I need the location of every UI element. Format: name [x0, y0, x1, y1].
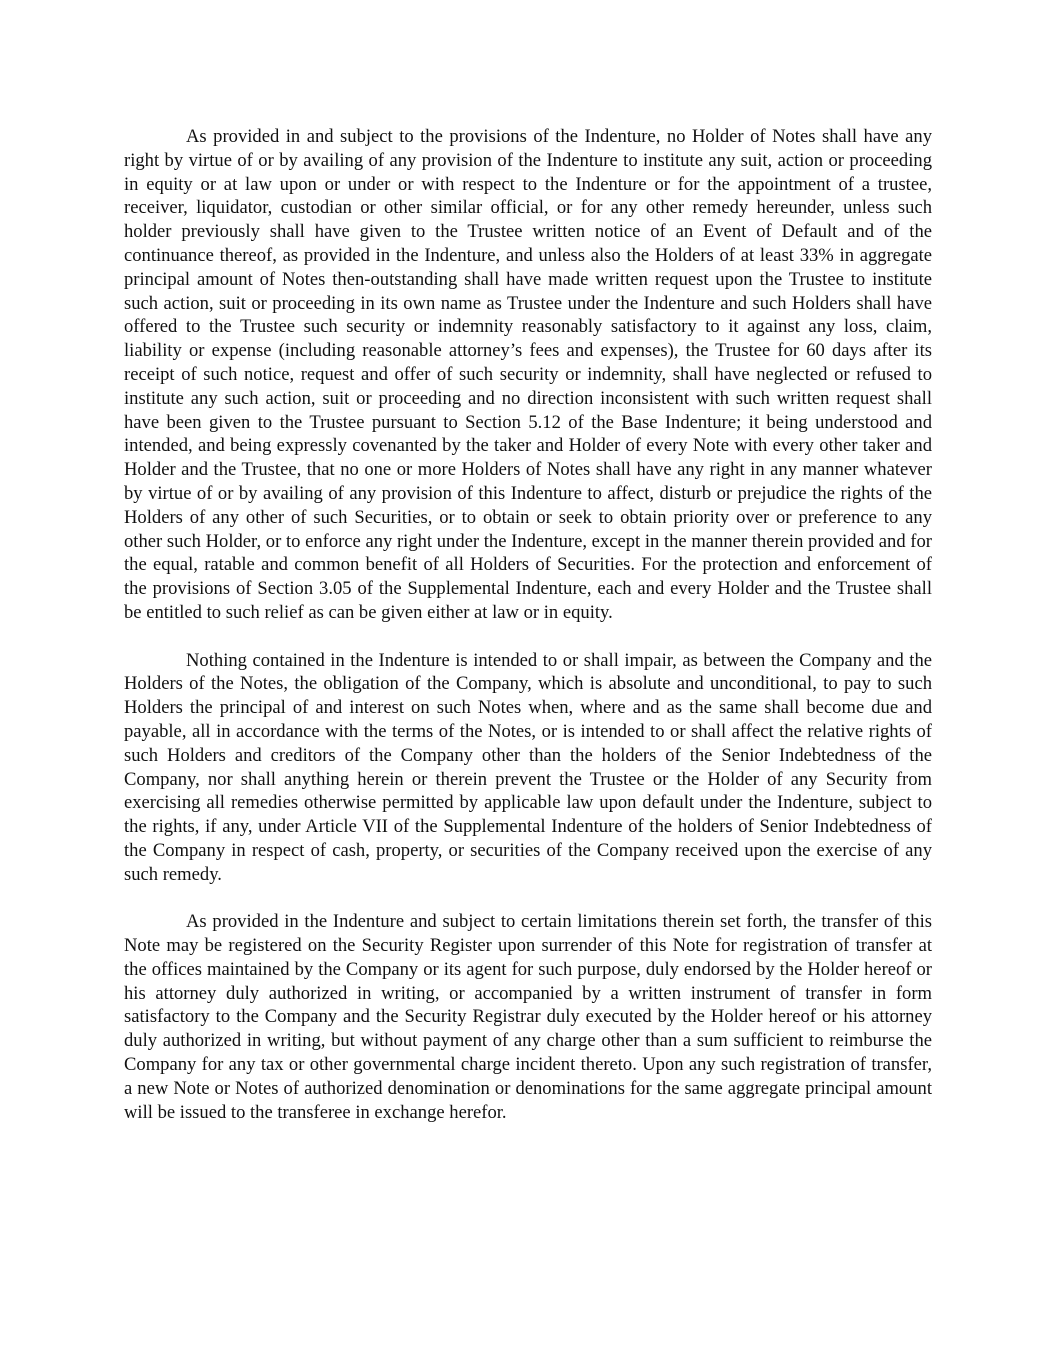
- paragraph-holder-rights: As provided in and subject to the provisions of the Indenture, no Holder of Notes shall have any right by virtue of or by availing of any provision of the Indenture to institute any suit, action or proceeding in equity or at law upon or under or with respect to the Indenture or for the appointment of a trustee, receiver, liquidator, custodian or other similar official, or for any other remedy hereunder, unless such holder previously shall have given to the Trustee written notice of an Event of Default and of the continuance thereof, as provided in the Indenture, and unless also the Holders of at least 33% in aggregate principal amount of Notes then-outstanding shall have made written request upon the Trustee to institute such action, suit or proceeding in its own name as Trustee under the Indenture and such Holders shall have offered to the Trustee such security or indemnity reasonably satisfactory to it against any loss, claim, liability or expense (including reasonable attorney’s fees and expenses), the Trustee for 60 days after its receipt of such notice, request and offer of such security or indemnity, shall have neglected or refused to institute any such action, suit or proceeding and no direction inconsistent with such written request shall have been given to the Trustee pursuant to Section 5.12 of the Base Indenture; it being understood and intended, and being expressly covenanted by the taker and Holder of every Note with every other taker and Holder and the Trustee, that no one or more Holders of Notes shall have any right in any manner whatever by virtue of or by availing of any provision of this Indenture to affect, disturb or prejudice the rights of the Holders of any other of such Securities, or to obtain or seek to obtain priority over or preference to any other such Holder, or to enforce any right under the Indenture, except in the manner therein provided and for the equal, ratable and common benefit of all Holders of Securities. For the protection and enforcement of the provisions of Section 3.05 of the Supplemental Indenture, each and every Holder and the Trustee shall be entitled to such relief as can be given either at law or in equity.: [124, 126, 932, 623]
- paragraph-transfer-registration: As provided in the Indenture and subject to certain limitations therein set forth, the transfer of this Note may be registered on the Security Register upon surrender of this Note for registration of transfer at the offices maintained by the Company or its agent for such purpose, duly endorsed by the Holder hereof or his attorney duly authorized in writing, or accompanied by a written instrument of transfer in form satisfactory to the Company and the Security Registrar duly executed by the Holder hereof or his attorney duly authorized in writing, but without payment of any charge other than a sum sufficient to reimburse the Company for any tax or other governmental charge incident thereto. Upon any such registration of transfer, a new Note or Notes of authorized denomination or denominations for the same aggregate principal amount will be issued to the transferee in exchange herefor.: [124, 911, 932, 1123]
- document-page: [124, 125, 932, 1148]
- paragraph-company-obligation: Nothing contained in the Indenture is intended to or shall impair, as between the Company and the Holders of the Notes, the obligation of the Company, which is absolute and unconditional, to pay to such Holders the principal of and interest on such Notes when, where and as the same shall become due and payable, all in accordance with the terms of the Notes, or is intended to or shall affect the relative rights of such Holders and creditors of the Company other than the holders of the Senior Indebtedness of the Company, nor shall anything herein or therein prevent the Trustee or the Holder of any Security from exercising all remedies otherwise permitted by applicable law upon default under the Indenture, subject to the rights, if any, under Article VII of the Supplemental Indenture of the holders of Senior Indebtedness of the Company in respect of cash, property, or securities of the Company received upon the exercise of any such remedy.: [124, 649, 932, 885]
